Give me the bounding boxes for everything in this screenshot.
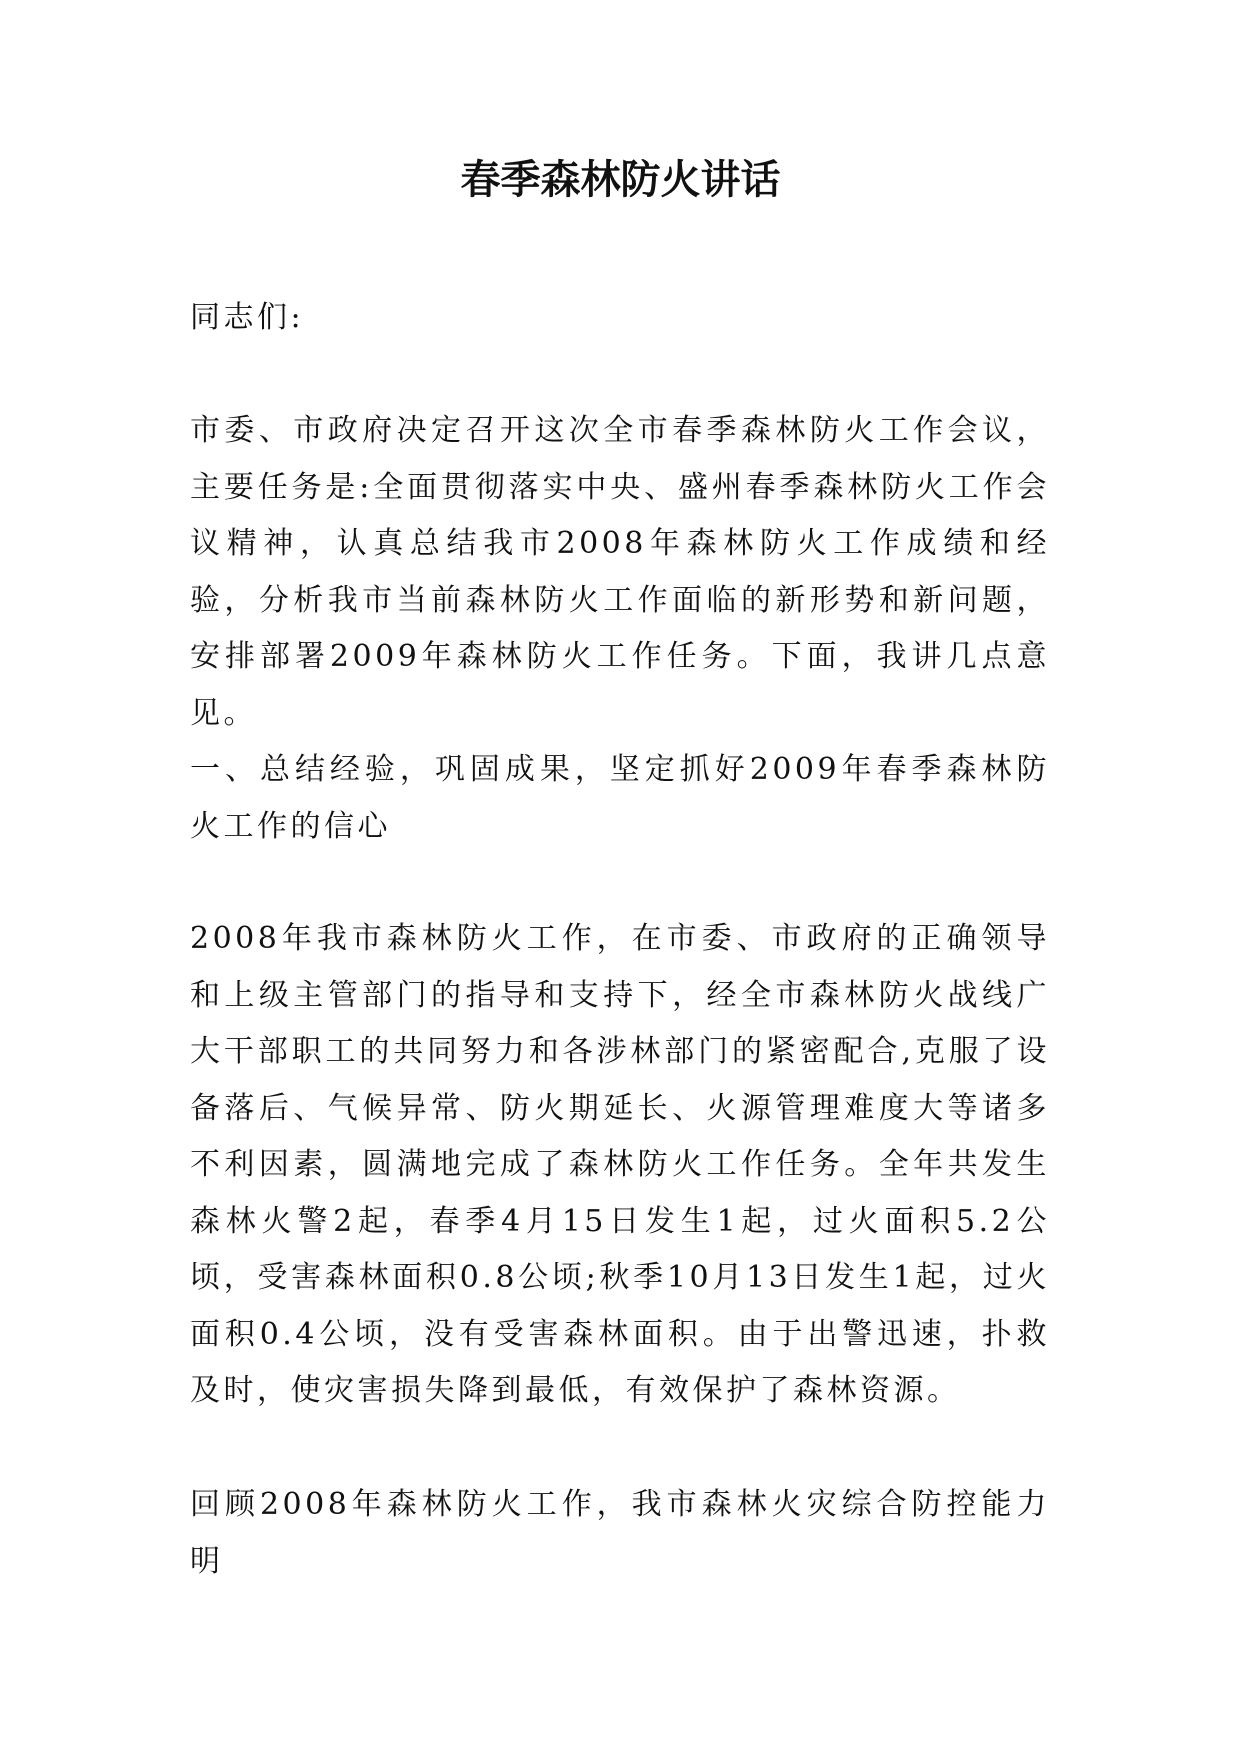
- paragraph-2008-review: 2008年我市森林防火工作，在市委、市政府的正确领导和上级主管部门的指导和支持下，经全市森林防火战线广大干部职工的共同努力和各涉林部门的紧密配合,克服了设备落后、气候异常、防火期延长、火源管理难度大等诸多不利因素，圆满地完成了森林防火工作任务。全年共发生森林火警2起，春季4月15日发生1起，过火面积5.2公顷，受害森林面积0.8公顷;秋季10月13日发生1起，过火面积0.4公顷，没有受害森林面积。由于出警迅速，扑救及时，使灾害损失降到最低，有效保护了森林资源。: [190, 921, 1050, 1408]
- section-heading-1: 一、总结经验，巩固成果，坚定抓好2009年春季森林防火工作的信心: [190, 752, 1050, 844]
- document-title: 春季森林防火讲话: [460, 157, 781, 203]
- paragraph-continued: 回顾2008年森林防火工作，我市森林火灾综合防控能力明: [190, 1487, 1050, 1579]
- paragraph-intro: 市委、市政府决定召开这次全市春季森林防火工作会议，主要任务是:全面贯彻落实中央、盛州春季森林防火工作会议精神，认真总结我市2008年森林防火工作成绩和经验，分析我市当前森林防火工作面临的新形势和新问题，安排部署2009年森林防火工作任务。下面，我讲几点意见。: [190, 413, 1050, 731]
- greeting: 同志们:: [190, 300, 305, 335]
